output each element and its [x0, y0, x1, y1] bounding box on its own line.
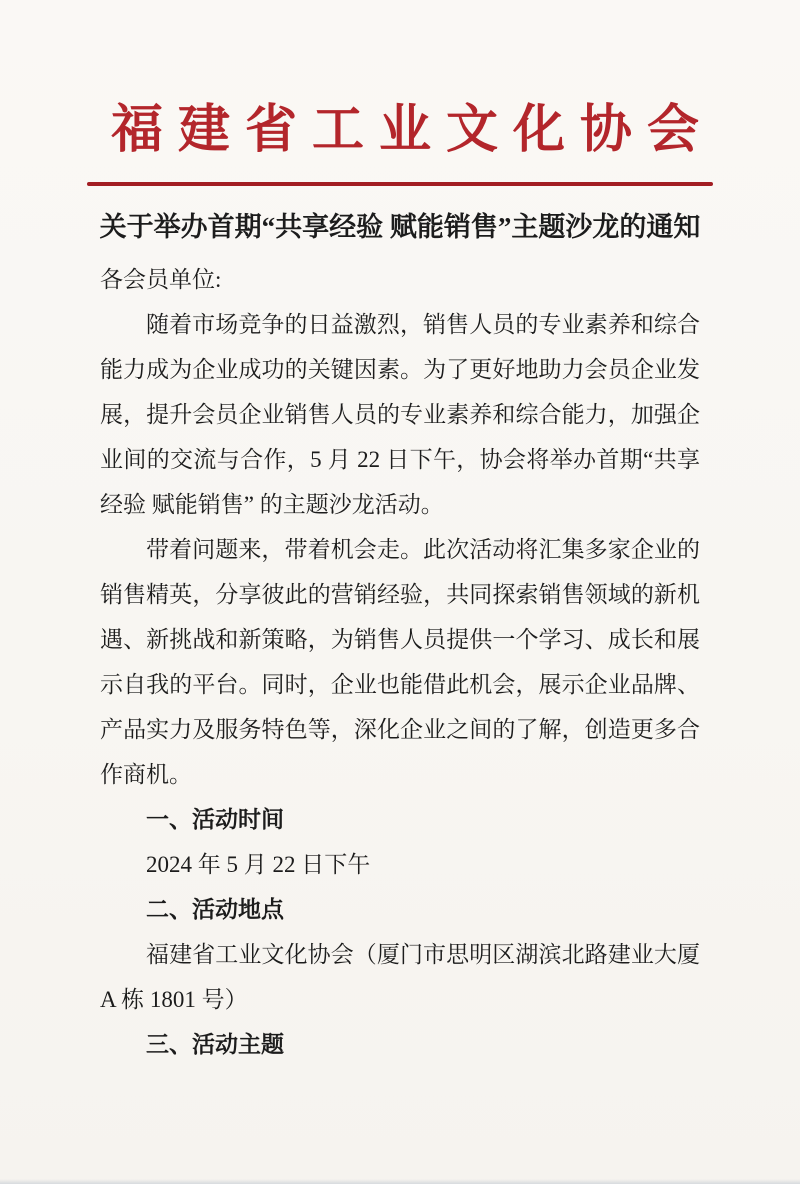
paragraph2-line3: 遇、新挑战和新策略，为销售人员提供一个学习、成长和展 — [100, 627, 700, 652]
paragraph2-line6: 作商机。 — [100, 762, 192, 787]
org-name-header: 福建省工业文化协会 — [110, 102, 714, 159]
salutation: 各会员单位: — [100, 267, 222, 292]
paragraph2-line4: 示自我的平台。同时，企业也能借此机会，展示企业品牌、 — [100, 672, 700, 697]
section2-address-line2: A 栋 1801 号） — [100, 987, 248, 1012]
paragraph2-line5: 产品实力及服务特色等，深化企业之间的了解，创造更多合 — [100, 717, 700, 742]
paragraph1-line3: 展，提升会员企业销售人员的专业素养和综合能力，加强企 — [100, 402, 700, 427]
paragraph1-line2: 能力成为企业成功的关键因素。为了更好地助力会员企业发 — [100, 357, 700, 382]
paragraph1-line4: 业间的交流与合作，5 月 22 日下午，协会将举办首期“共享 — [100, 447, 700, 472]
section3-heading: 三、活动主题 — [146, 1032, 284, 1057]
section2-heading: 二、活动地点 — [146, 897, 284, 922]
section2-address-line1: 福建省工业文化协会（厦门市思明区湖滨北路建业大厦 — [146, 942, 700, 967]
document-body — [100, 257, 700, 1067]
section1-heading: 一、活动时间 — [146, 807, 284, 832]
paragraph2-line2: 销售精英，分享彼此的营销经验，共同探索销售领域的新机 — [100, 582, 700, 607]
section1-date: 2024 年 5 月 22 日下午 — [146, 852, 371, 877]
paragraph1-line1: 随着市场竞争的日益激烈，销售人员的专业素养和综合 — [146, 312, 700, 337]
paragraph2-line1: 带着问题来，带着机会走。此次活动将汇集多家企业的 — [146, 537, 700, 562]
paragraph1-line5: 经验 赋能销售” 的主题沙龙活动。 — [100, 492, 444, 517]
document-title: 关于举办首期“共享经验 赋能销售”主题沙龙的通知 — [99, 212, 701, 242]
red-divider-rule — [87, 182, 713, 186]
